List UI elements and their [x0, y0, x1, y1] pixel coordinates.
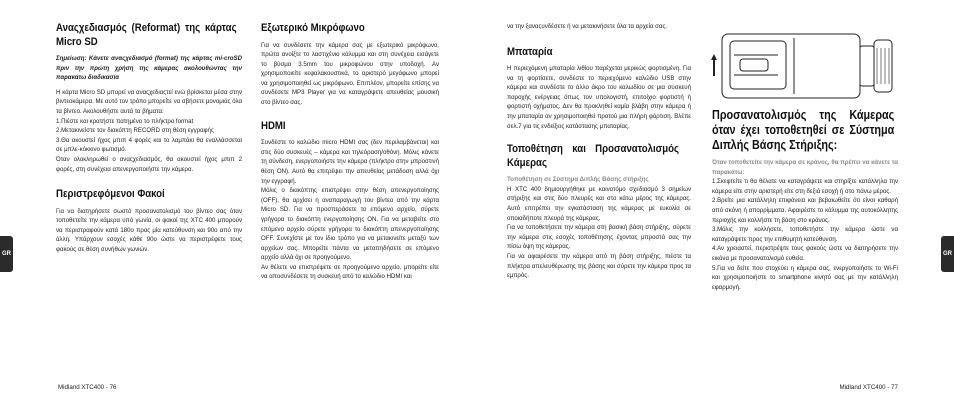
hdmi-text-2: Μόλις ο διακόπτης επιστρέψει στην θέση απενεργοποίησης (OFF), θα αρχίσει η αναπαραγωγή του βίντεο από την κάρτα Micro SD. Για να προσπεράσετε το επόμενο αρχείο, σύρετε γρήγορα το διακόπτη ενεργοποίησης ON. Για να μεταβείτε στο επόμενο αρχείο σύρετε γρήγορα το διακόπτη απενεργοποίησης OFF. Συνεχίστε με τον ίδιο τρόπο για να μετακινείτε μεταξύ των αρχείων σας. Μπορείτε πάντα να μεταπηδήσετε σε επόμενο αρχείο αλλά όχι σε προηγούμενο.	[261, 187, 439, 262]
heading-mounting: Τοποθέτηση και Προσανατολισμός Κάμερας	[507, 143, 679, 169]
hdmi-text-3: Αν θέλετε να επιστρέψετε σε προηγούμενο αρχείο, μπορείτε είτε να αποσυνδέσετε τη συσκευή από το καλώδιο HDMI και	[261, 263, 439, 281]
lens-collar	[860, 46, 874, 86]
heading-orientation: Προσανατολισμός της Κάμερας όταν έχει τοποθετηθεί σε Σύστημα Διπλής Βάσης Στήριξης:	[712, 108, 895, 152]
orientation-step-3: 3.Μόλις την κολλήσετε, τοποθετήστε την κάμερα ώστε να καταγράψετε προς την επιθυμητή κατεύθυνση.	[712, 226, 898, 243]
reformat-step-1: 1.Πιέστε και κρατήστε πατημένο το πλήκτρο format	[56, 117, 194, 125]
heading-hdmi: HDMI	[261, 119, 286, 132]
column-4	[712, 108, 898, 292]
heading-battery: Μπαταρία	[507, 45, 553, 58]
heading-external-mic: Εξωτερικό Μικρόφωνο	[261, 22, 365, 34]
language-tab-right	[941, 236, 954, 272]
mounting-text-1: Η XTC 400 δημιουργήθηκε με καινοτόμο σχεδιασμό 3 σημείων στήριξης και στις δύο πλευρές και στο κάτω μέρος της κάμερας. Αυτό επιτρέπει την εγκατάσταση της κάμερας με ευκολία σε οποιαδήποτε πλευρά της κάμερας.	[507, 185, 691, 222]
orientation-step-4: 4.Αν χρειαστεί, περιστρέψτε τους φακούς ώστε να διατηρήσετε την εικόνα με προσανατολισμό ευθεία.	[712, 245, 898, 262]
hdmi-text-1: Συνδέστε το καλώδιο micro HDMI σας (δεν περιλαμβάνεται) και στις δύο συσκευές – κάμερα και τηλεόραση/οθόνη. Μόλις κάνετε τη σύνδεση, ενεργοποιήστε την κάμερα (πλήκτρο στην μπροστινή θέση ON). Αυτό θα επιτρέψει την απευθείας μετάδοση αλλά όχι την εγγραφή.	[261, 139, 439, 185]
language-tab-label: GR	[2, 251, 11, 257]
orientation-subheading: Όταν τοποθετείτε την κάμερα σε κράνος, θα πρέπει να κάνετε τα παρακάτω:	[712, 159, 898, 176]
up-arrow-icon	[711, 54, 717, 76]
column-1	[56, 22, 242, 255]
reformat-step-3: 3.Θα ακουστεί ήχος μπιπ 4 φορές και το λαμπάκι θα εναλλάσσεται σε μπλε-κόκκινο φωτισμό.	[56, 136, 242, 154]
orientation-step-5: 5.Για να δείτε που στοχεύει η κάμερα σας, ενεργοποιήστε το Wi-Fi και χρησιμοποιήστε το smartphone κινητό σας με την κατάλληλη εφαρμογή.	[712, 264, 898, 291]
reformat-step-2: 2.Μετακινείστε τον διακόπτη RECORD στη θέση εγγραφής	[56, 127, 214, 135]
battery-text: Η περιεχόμενη μπαταρία λιθίου παρέχεται μερικώς φορτισμένη. Για να τη φορτίσετε, συνδέστε το περιεχόμενο καλώδιο USB στην κάμερα και συνδέστε το άλλο άκρο του καλωδίου σε μια συσκευή παροχής ενέργειας όπως τον υπολογιστή, επιτοίχιο φορτιστή ή φορτιστή οχήματος. Δεν θα προκληθεί καμία βλάβη στην κάμερα ή την μπαταρία αν χρησιμοποιηθεί προτού μια πλήρη φόρτιση. Βλέπε σελ.7 για τις ενδείξεις κατάστασης μπαταρίας.	[507, 65, 691, 130]
column-2	[261, 22, 439, 282]
heading-rotating-lenses: Περιστρεφόμενοι Φακοί	[56, 188, 165, 201]
orientation-step-2: 2.Βρείτε μια κατάλληλη επιφάνεια και βεβαιωθείτε ότι είναι καθαρή από σκόνη ή απορρίμματα. Αφαιρέστε το κάλυμμα της αυτοκόλλητης περιοχής και κολλήστε τη βάση στο κράνος.	[712, 197, 898, 224]
external-mic-text: Για να συνδέσετε την κάμερα σας με εξωτερικό μικρόφωνο, πρώτα ανοίξτε το λαστιχένιο κάλυμμα και στη συνέχεια εισάγετε το βύσμα 3.5mm του μικροφώνου στην υποδοχή. Αν χρησιμοποιείτε κεφαλακουστικά, το αριστερό μεγάφωνο μπορεί να χρησιμοποιηθεί ως μικρόφωνο. Επιπλέον, μπορείτε επίσης να συνδέσετε MP3 Player για να καταγράψετε απευθείας μουσική στο βίντεο σας.	[261, 41, 439, 107]
mounting-text-2: Για να τοποθετήσετε την κάμερα στη βασική βάση στήριξης, σύρετε την κάμερα στις εσοχές τοποθέτησης έχοντας μπροστά σας την πίσω όψη της κάμερας.	[507, 224, 691, 251]
hdmi-continued: να την ξαναςυνδέσετε ή να μετακινήσετε όλα τα αρχεία σας.	[507, 23, 668, 30]
page-footer-left: Midland XTC400 - 76	[58, 384, 117, 391]
orientation-step-1: 1.Σκεφτείτε τι θα θέλατε να καταγράψετε και στηρίξτε κατάλληλα την κάμερα είτε στην αριστερή είτε στη δεξιά εσοχή ή στο πάνω μέρος.	[712, 178, 898, 195]
camera-mount-illustration	[710, 28, 898, 104]
mounting-subheading: Τοποθέτηση σε Σύστημα Διπλής Βάσης στήριξης	[507, 176, 649, 184]
language-tab-left	[0, 236, 13, 272]
reformat-step-4: Όταν ολοκληρωθεί ο αναςχεδιασμός, θα ακουστεί ήχος μπιπ 2 φορές, στη συνέχεια απενεργοποιήστε την κάμερα.	[56, 155, 242, 173]
release-button	[740, 59, 768, 71]
rotating-lenses-text: Για να διατηρήσετε σωστό προσανατολισμό του βίντεο σας όταν τοποθετείτε την κάμερα υπό γωνία, οι φακοί της XTC 400 μπορούν να περιστραφούν κατά 180ο προς μία κατεύθυνση και 90ο από την άλλη. Υπάρχουν εσοχές κάθε 90ο ώστε να περιστρέφετε τους φακούς σε θέση συνήθων γωνιών.	[56, 207, 242, 253]
mount-outline	[730, 41, 786, 89]
reformat-note: Σημείωση: Κάνετε αναςχεδιασμό (format) της κάρτας mi-croSD πριν την πρώτη χρήση της κάμερας ακολουθώντας την παρακάτω διαδικασία	[56, 55, 242, 82]
language-tab-label: GR	[943, 251, 952, 257]
camera-body-outline	[722, 34, 860, 98]
column-3	[507, 22, 691, 281]
mount-rails	[734, 55, 778, 75]
mounting-text-3: Για να αφαιρέσετε την κάμερα από τη βάση στήριξης, πιέστε τα πλήκτρα απελευθέρωσης της βάσης και σύρετε την κάμερα προς τα εμπρός.	[507, 253, 691, 280]
page-footer-right: Midland XTC400 - 77	[839, 384, 898, 391]
lens-grip-lines	[877, 48, 889, 84]
heading-reformat: Αναςχεδιασμός (Reformat) της κάρτας Micro SD	[56, 22, 237, 48]
reformat-intro: Η κάρτα Micro SD μπορεί να αναςχεδιαςτεί ενώ βρίσκεται μέσα στην βιντεοκάμερα. Με αυτό τον τρόπο μπορείτε να σβήσετε μονομιάς όλα τα βίντεο. Ακολουθήστε αυτά τα βήματα:	[56, 88, 242, 115]
